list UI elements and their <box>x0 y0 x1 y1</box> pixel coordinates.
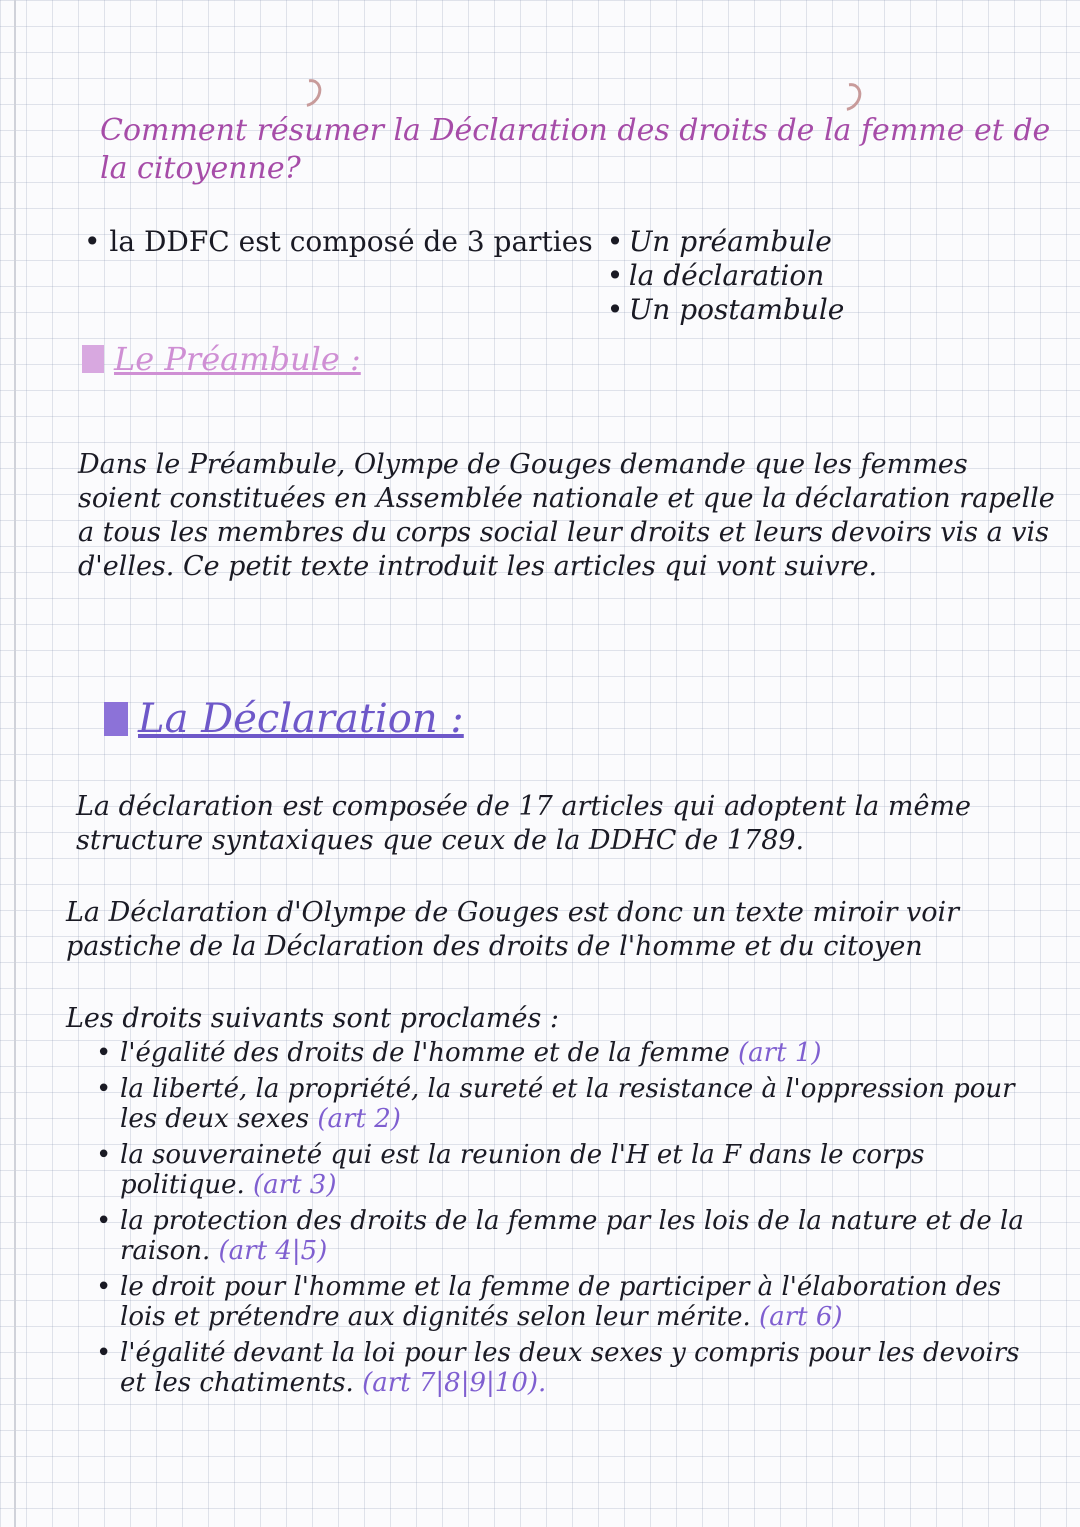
declaration-heading: La Déclaration : <box>104 696 464 742</box>
article-ref: (art 1) <box>738 1038 822 1068</box>
list-item: • Un postambule <box>607 293 845 327</box>
bookmark-icon <box>104 702 128 736</box>
list-item: • la protection des droits de la femme par les lois de la nature et de la raison. (art 4|5) <box>92 1206 1052 1266</box>
declaration-text-1: La déclaration est composée de 17 articles qui adoptent la même structure syntaxiques que ceux de la DDHC de 1789. <box>76 791 972 856</box>
bookmark-icon <box>82 345 104 373</box>
intro-parts-list <box>607 225 845 327</box>
preambule-text: Dans le Préambule, Olympe de Gouges demande que les femmes soient constituées en Assemblée nationale et que la déclaration rapelle a tous les membres du corps social leur droits et leurs devoirs vis a vis d'elles. Ce petit texte introduit les articles qui vont suivre. <box>78 449 1055 582</box>
rights-list <box>92 1038 1052 1404</box>
list-item: • la déclaration <box>607 259 845 293</box>
notebook-margin-line <box>14 0 16 1527</box>
article-ref: (art 2) <box>317 1104 401 1134</box>
article-ref: (art 6) <box>759 1302 843 1332</box>
page-title: Comment résumer la Déclaration des droits de la femme et de la citoyenne? <box>100 113 1051 186</box>
article-ref: (art 3) <box>253 1170 337 1200</box>
list-item: • la liberté, la propriété, la sureté et la resistance à l'oppression pour les deux sexes (art 2) <box>92 1074 1052 1134</box>
list-item: • le droit pour l'homme et la femme de participer à l'élaboration des lois et prétendre aux dignités selon leur mérite. (art 6) <box>92 1272 1052 1332</box>
punch-hole-right <box>829 78 867 116</box>
punch-hole-left <box>289 74 327 112</box>
rights-lead: Les droits suivants sont proclamés : <box>66 1003 559 1034</box>
article-ref: (art 4|5) <box>218 1236 328 1266</box>
intro-lead: • la DDFC est composé de 3 parties <box>84 225 593 258</box>
intro-block <box>84 225 844 327</box>
list-item: • la souveraineté qui est la reunion de l'H et la F dans le corps politique. (art 3) <box>92 1140 1052 1200</box>
declaration-text-2: La Déclaration d'Olympe de Gouges est donc un texte miroir voir pastiche de la Déclaration des droits de l'homme et du citoyen <box>66 897 960 962</box>
article-ref: (art 7|8|9|10). <box>362 1368 547 1398</box>
list-item: • l'égalité devant la loi pour les deux sexes y compris pour les devoirs et les chatiments. (art 7|8|9|10). <box>92 1338 1052 1398</box>
preambule-heading: Le Préambule : <box>82 340 361 378</box>
list-item: • l'égalité des droits de l'homme et de la femme (art 1) <box>92 1038 1052 1068</box>
list-item: • Un préambule <box>607 225 845 259</box>
